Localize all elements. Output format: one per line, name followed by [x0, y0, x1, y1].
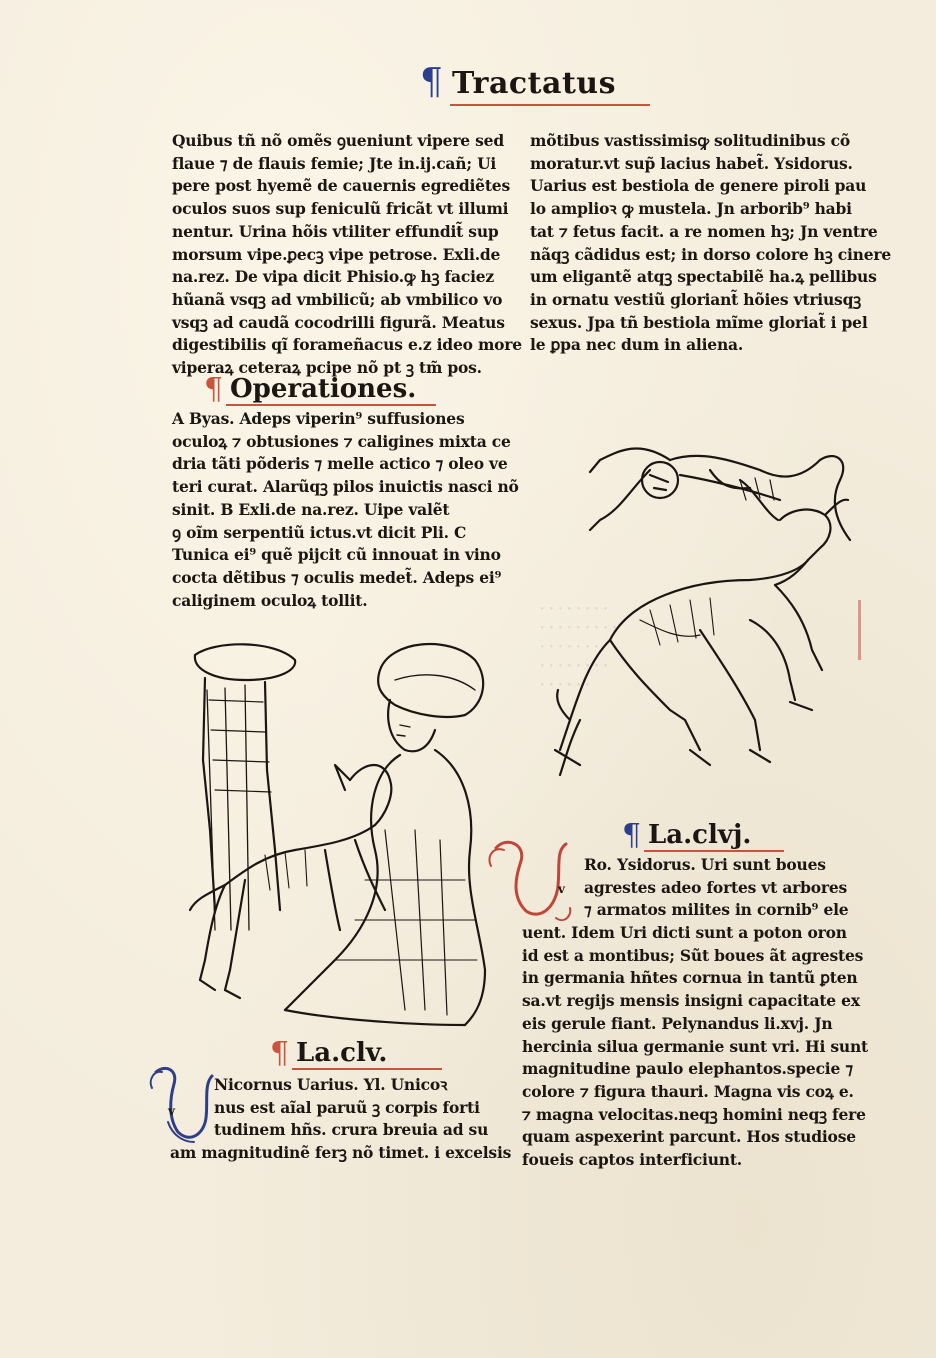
text-line: Nicornus Uarius. Yl. Unicoꝛ: [214, 1075, 448, 1094]
text-line: oculoꝝ ⁊ obtusiones ⁊ caligines mixta ce: [172, 431, 511, 451]
right-column-text: [530, 130, 892, 357]
text-line: ꝯ oĩm serpentiũ ictus.vt dicit Pli. C: [172, 522, 467, 542]
chapter-clv-text: [214, 1074, 504, 1142]
title-underline: [450, 104, 650, 106]
chapter-label: La.clvj.: [648, 820, 752, 850]
text-line: Quibus tñ nõ omẽs ꝯueniunt vipere sed: [172, 131, 504, 150]
text-line: tudinem hñs. crura breuia ad su: [214, 1120, 489, 1140]
chapter-clvj-text: [522, 922, 872, 1172]
guide-letter: v: [558, 882, 565, 896]
chapter-label: La.clv.: [296, 1038, 388, 1068]
red-stamp-mark: [858, 600, 891, 660]
text-line: foueis captos interficiunt.: [522, 1150, 743, 1170]
chapter-clv-heading: [270, 1036, 460, 1070]
text-line: nãqꝫ cãdidus est; in dorso colore hꝫ cinere: [530, 244, 892, 264]
text-line: cocta dẽtibus ⁊ oculis medet̃. Adeps ei⁹: [172, 567, 502, 587]
text-line: colore ⁊ figura thauri. Magna vis coꝝ e.: [522, 1081, 854, 1101]
text-line: sexus. Jpa tñ bestiola mĩme gloriat̃ i pel: [530, 312, 868, 332]
flourish-icon: [148, 1062, 218, 1152]
text-line: dria tãti põderis ⁊ melle actico ⁊ oleo ve: [172, 454, 508, 474]
chapter-underline: [292, 1068, 442, 1070]
rubric-mark: ¶: [622, 818, 642, 853]
decorated-initial-u: [486, 836, 576, 926]
text-line: vsqꝫ ad caudã cocodrilli figurã. Meatus: [172, 312, 505, 332]
chapter-clv-text-bottom: [170, 1142, 512, 1165]
text-line: mõtibus vastissimisꝙ solitudinibus cõ: [530, 131, 850, 150]
text-line: um eligantẽ atqꝫ spectabilẽ ha.ꝝ pellibus: [530, 267, 877, 287]
text-line: hũanã vsqꝫ ad vmbilicũ; ab vmbilico vo: [172, 289, 503, 309]
flourish-icon: [486, 836, 576, 926]
text-line: sinit. B Exli.de na.rez. Uipe valẽt: [172, 499, 450, 519]
text-line: eis gerule fiant. Pelynandus li.xvj. Jn: [522, 1013, 833, 1033]
text-line: morsum vipe.ꝑecꝫ vipe petrose. Exli.de: [172, 244, 501, 264]
text-line: teri curat. Alarũqꝫ pilos inuictis nasci nõ: [172, 477, 519, 497]
text-line: uent. Idem Uri dicti sunt a poton oron: [522, 923, 847, 942]
bull-tossing-man-woodcut: [550, 420, 860, 790]
text-line: nentur. Urina hõis vtiliter effundit̃ sup: [172, 221, 499, 241]
text-line: sa.vt regijs mensis insigni capacitate ex: [522, 991, 860, 1011]
chapter-clvj-text-top: [584, 854, 874, 922]
text-line: nus est aĩal paruũ ꝫ corpis forti: [214, 1097, 480, 1117]
rubric-mark: ¶: [204, 372, 224, 407]
text-line: hercinia silua germanie sunt vri. Hi sunt: [522, 1036, 868, 1056]
text-line: na.rez. De vipa dicit Phisio.ꝙ hꝫ faciez: [172, 267, 495, 287]
text-line: in ornatu vestiũ gloriant̃ hõies vtriusqꝫ: [530, 289, 861, 309]
section-underline: [226, 404, 436, 406]
text-line: lo amplioꝛ ꝙ mustela. Jn arborib⁹ habi: [530, 199, 852, 219]
chapter-underline: [644, 850, 784, 852]
rubric-mark: ¶: [270, 1036, 290, 1071]
section-label: Operationes.: [230, 374, 417, 404]
text-line: am magnitudinẽ ferꝫ nõ timet. i excelsis: [170, 1143, 512, 1162]
maiden-unicorn-woodcut: [185, 630, 490, 1030]
guide-letter: v: [168, 1104, 175, 1118]
text-line: A Byas. Adeps viperin⁹ suffusiones: [172, 409, 465, 428]
text-line: magnitudine paulo elephantos.specie ⁊: [522, 1059, 853, 1079]
text-line: Ro. Ysidorus. Uri sunt boues: [584, 855, 826, 874]
page-title: Tractatus: [452, 66, 617, 101]
text-line: flaue ⁊ de flauis femie; Jte in.ij.cañ; Ui: [172, 153, 497, 173]
text-line: oculos suos sup feniculũ fricãt vt illumi: [172, 199, 509, 219]
page-heading: [420, 62, 660, 108]
text-line: ⁊ magna velocitas.neqꝫ homini neqꝫ fere: [522, 1104, 866, 1124]
pilcrow-mark: ¶: [420, 62, 443, 103]
text-line: digestibilis qĩ forameñacus e.z ideo more: [172, 335, 522, 355]
text-line: caliginem oculoꝝ tollit.: [172, 590, 368, 610]
text-line: le ꝑpa nec dum in aliena.: [530, 335, 744, 355]
text-line: viperaꝝ ceteraꝝ pcipe nõ pt ꝫ tm̃ pos.: [172, 358, 482, 378]
chapter-clvj-heading: [622, 818, 822, 852]
text-line: in germania hñtes cornua in tantũ ꝑten: [522, 968, 858, 988]
text-line: pere post hyemẽ de cauernis egrediẽtes: [172, 176, 510, 196]
text-line: moratur.vt sup̃ lacius habet̃. Ysidorus.: [530, 153, 853, 173]
text-line: Uarius est bestiola de genere piroli pau: [530, 176, 867, 196]
text-line: Tunica ei⁹ quẽ pijcit cũ innouat in vino: [172, 545, 501, 565]
operationes-text: [172, 408, 519, 612]
text-line: agrestes adeo fortes vt arbores: [584, 877, 848, 897]
decorated-initial-u-blue: [148, 1062, 218, 1152]
text-line: tat ⁊ fetus facit. a re nomen hꝫ; Jn ventre: [530, 221, 878, 241]
text-line: id est a montibus; Sũt boues ãt agrestes: [522, 945, 864, 965]
left-column-text: [172, 130, 522, 380]
show-through-text: · · · · · · · · · · · · · · · · · · · · · · · · · · · · · · · · · · · · · ·: [540, 602, 617, 693]
operationes-heading: [204, 372, 444, 406]
text-line: ⁊ armatos milites in cornib⁹ ele: [584, 900, 849, 920]
text-line: quam aspexerint parcunt. Hos studiose: [522, 1127, 856, 1147]
